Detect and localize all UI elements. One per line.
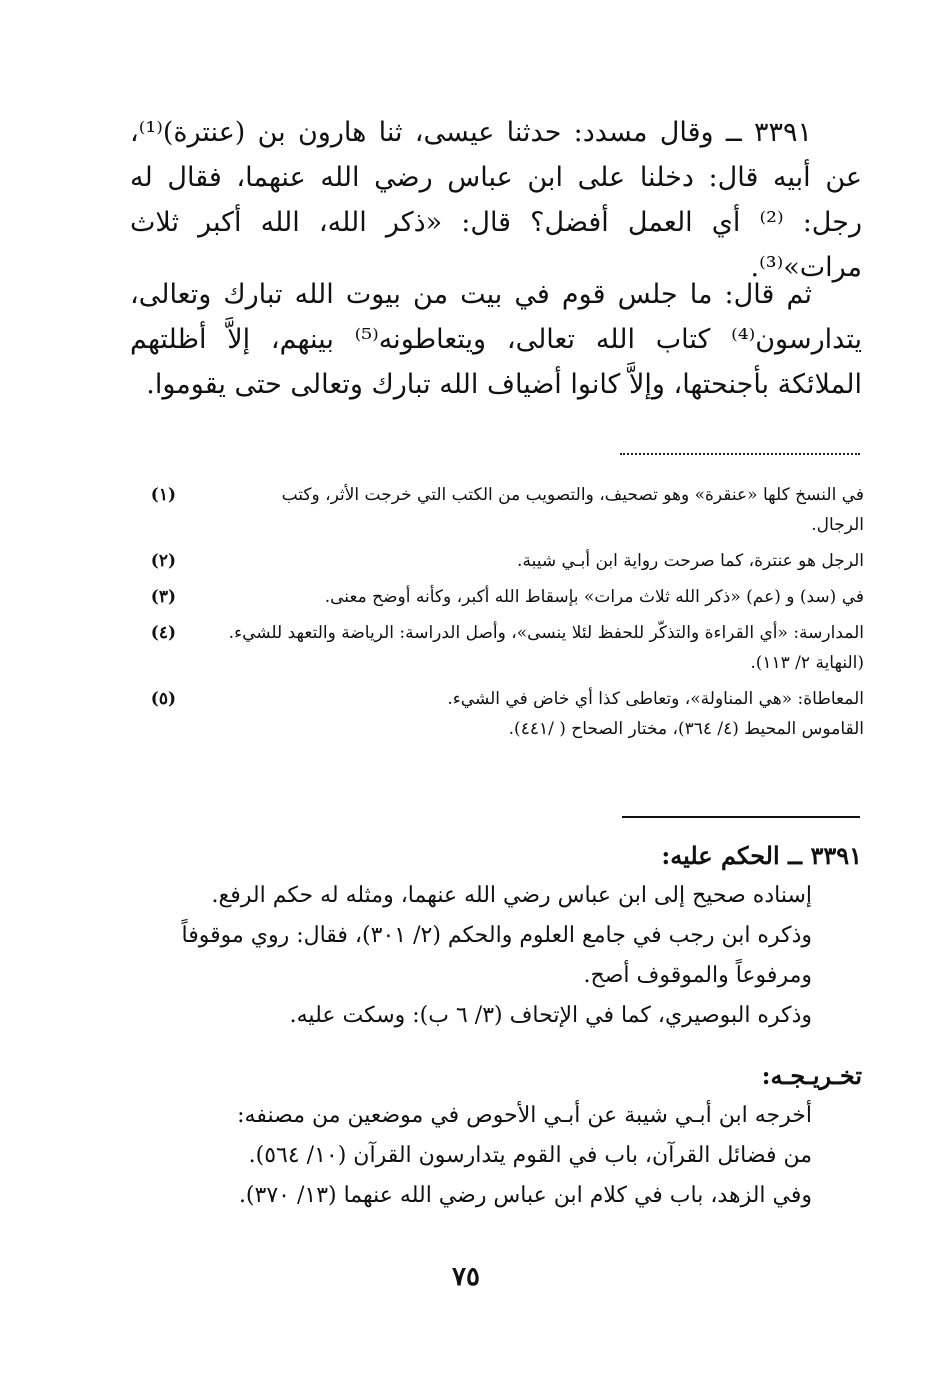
ruling-line: وذكره ابن رجب في جامع العلوم والحكم (٢/ ٣٠١)، فقال: روي موقوفاً ومرفوعاً والموقوف أصح. xyxy=(181,923,812,988)
footnotes xyxy=(130,480,864,750)
footnote-line: في النسخ كلها «عنقرة» وهو تصحيف، والتصويب من الكتب التي خرجت الأثر، وكتب xyxy=(281,485,864,505)
hadith-text-2: ثم قال: ما جلس قوم في بيت من بيوت الله تبارك وتعالى، يتدارسون⁽⁴⁾ كتاب الله تعالى، ويتعاطونه⁽⁵⁾ بينهم، إلاَّ أظلتهم الملائكة بأجنحتها، وإلاَّ كانوا أضياف الله تبارك وتعالى حتى يقوموا. xyxy=(130,279,862,400)
takhrij-line: أخرجه ابن أبـي شيبة عن أبـي الأحوص في موضعين من مصنفه: xyxy=(237,1103,812,1128)
section-divider xyxy=(622,816,860,818)
ruling-heading: ٣٣٩١ ــ الحكم عليه: xyxy=(661,841,862,870)
footnote-2 xyxy=(130,546,864,576)
footnote-1 xyxy=(130,480,864,540)
footnote-line: القاموس المحيط (٤/ ٣٦٤)، مختار الصحاح ( /٤٤١). xyxy=(508,719,864,739)
hadith-text-1: ٣٣٩١ ــ وقال مسدد: حدثنا عيسى، ثنا هارون بن (عنترة)⁽¹⁾، عن أبيه قال: دخلنا على ابن عباس رضي الله عنهما، فقال له رجل: ⁽²⁾ أي العمل أفضل؟ قال: «ذكر الله، الله أكبر ثلاث مرات»⁽³⁾. xyxy=(130,117,862,283)
takhrij-line: وفي الزهد، باب في كلام ابن عباس رضي الله عنهما (١٣/ ٣٧٠). xyxy=(238,1183,812,1208)
footnote-4 xyxy=(130,618,864,678)
footnote-line: المدارسة: «أي القراءة والتذكّر للحفظ لئلا ينسى»، وأصل الدراسة: الرياضة والتعهد للشيء. xyxy=(228,623,864,643)
ruling-line: إسناده صحيح إلى ابن عباس رضي الله عنهما، ومثله له حكم الرفع. xyxy=(211,883,812,908)
footnote-line: في (سد) و (عم) «ذكر الله ثلاث مرات» بإسقاط الله أكبر، وكأنه أوضح معنى. xyxy=(324,587,864,607)
takhrij-section xyxy=(130,1056,862,1216)
ruling-section xyxy=(130,836,862,1036)
footnote-line: (النهاية ٢/ ١١٣). xyxy=(750,653,864,673)
footnote-separator xyxy=(620,449,860,455)
footnote-number: (٢) xyxy=(150,551,176,571)
footnote-line: الرجل هو عنترة، كما صرحت رواية ابن أبـي شيبة. xyxy=(517,551,864,571)
footnote-number: (٤) xyxy=(150,623,176,643)
page-number: ٧٥ xyxy=(452,1262,480,1292)
footnote-number: (٥) xyxy=(150,689,176,709)
footnote-5 xyxy=(130,684,864,744)
hadith-paragraph-2 xyxy=(130,272,862,407)
footnote-line: الرجال. xyxy=(811,515,864,535)
footnote-number: (٣) xyxy=(150,587,176,607)
footnote-3 xyxy=(130,582,864,612)
footnote-line: المعاطاة: «هي المناولة»، وتعاطى كذا أي خاض في الشيء. xyxy=(447,689,864,709)
footnote-number: (١) xyxy=(150,485,176,505)
ruling-line: وذكره البوصيري، كما في الإتحاف (٣/ ٦ ب): وسكت عليه. xyxy=(289,1003,812,1028)
hadith-paragraph-1 xyxy=(130,110,862,290)
takhrij-heading: تخـريـجـه: xyxy=(761,1061,862,1090)
takhrij-line: من فضائل القرآن، باب في القوم يتدارسون القرآن (١٠/ ٥٦٤). xyxy=(248,1143,812,1168)
